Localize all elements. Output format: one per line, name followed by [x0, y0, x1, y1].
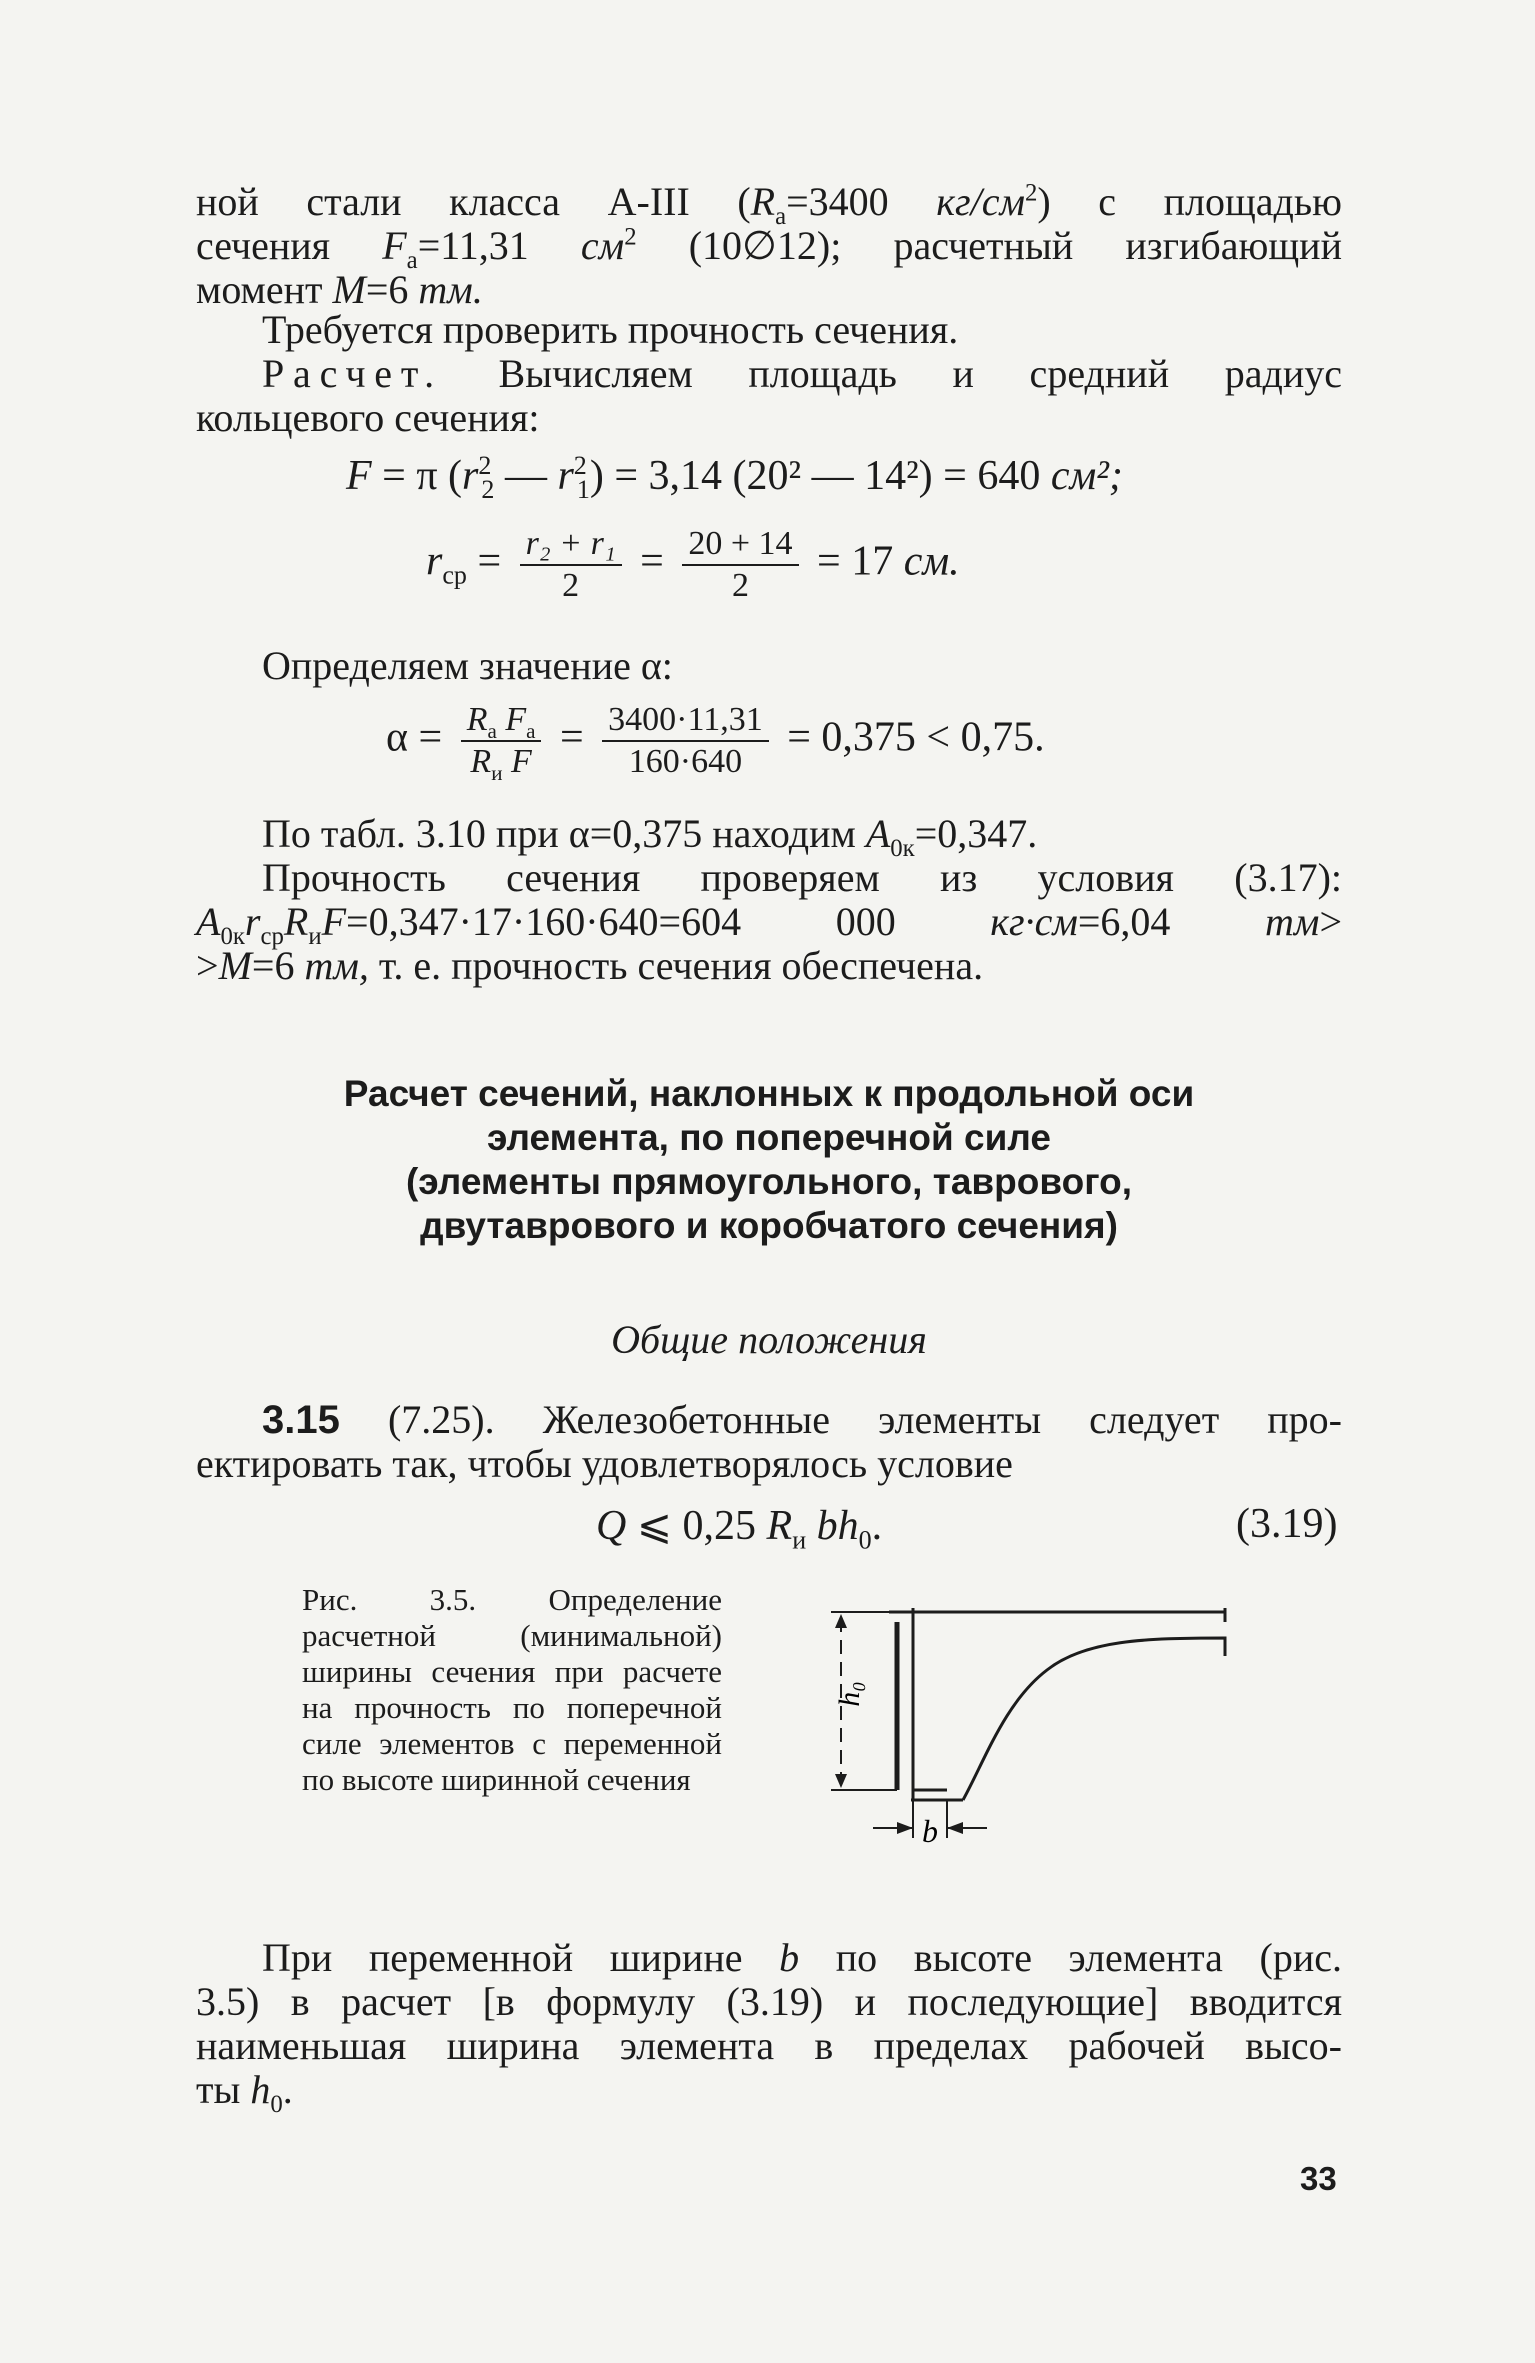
equation-3-19: Q ⩽ 0,25 $R_и$ $bh_0$.: [596, 1503, 883, 1555]
paragraph-table-lookup: По табл. 3.10 при α=0,375 находим $A_{0к}=0,347$.: [262, 811, 1038, 862]
section-heading: Расчет сечений, наклонных к продольной оси элемента, по поперечной силе (элементы прямоугольного, таврового, двутаврового и коробчатого сечения): [343, 1073, 1195, 1246]
fraction-radius: $\frac{\text{r₂ + r₁}}{2}$: [520, 526, 622, 603]
paragraph-strength-check-2: $A_{0к}r_{ср}R_иF=0,347\cdot 17\cdot 160\cdot 640=604$ 000 кг·см=6,04 тм>: [196, 899, 1342, 950]
paragraph-calculation-intro-2: кольцевого сечения:: [196, 395, 540, 440]
paragraph-variable-width-3: наименьшая ширина элемента в пределах рабочей высо-: [196, 2023, 1342, 2068]
label-b: b: [922, 1813, 938, 1849]
paragraph-strength-check-3: >M=6 тм, т. е. прочность сечения обеспечена.: [196, 943, 984, 988]
subsection-heading: Общие положения: [611, 1317, 927, 1362]
paragraph-alpha: Определяем значение α:: [262, 643, 673, 688]
paragraph-calculation-intro: Расчет. Вычисляем площадь и средний радиус: [262, 351, 1342, 396]
equation-label: (3.19): [1236, 1501, 1338, 1547]
figure-3-5: [815, 1590, 1245, 1880]
paragraph-3-15-2: ектировать так, чтобы удовлетворялось условие: [196, 1441, 1013, 1486]
paragraph-strength-check: Прочность сечения проверяем из условия (3.17):: [262, 855, 1342, 900]
equation-alpha: α = $\frac{R_a F_a}{R_и F}$ = $\frac{3400\cdot 11,31}{160\cdot 640}$ = 0,375 < 0,75.: [386, 701, 1045, 785]
paragraph-steel-data: ной стали класса А-III ($R_a=3400$ $кг/см^2$) с площадью сечения $F_a=11,31$ $см^2$ (10∅12); расчетный изгибающий: [196, 179, 1342, 274]
paragraph-requirement: Требуется проверить прочность сечения.: [262, 307, 959, 352]
equation-mean-radius: $r_{ср}$ = $\frac{\text{r₂ + r₁}}{2}$ = $\frac{20 + 14}{2}$ = 17 см.: [426, 525, 960, 604]
label-h0: h₀: [833, 1681, 866, 1707]
paragraph-variable-width-2: 3.5) в расчет [в формулу (3.19) и последующие] вводится: [196, 1979, 1342, 2024]
paragraph-3-15: 3.15 (7.25). Железобетонные элементы следует про-: [262, 1397, 1342, 1442]
page-number: 33: [1300, 2160, 1337, 2197]
paragraph-variable-width: При переменной ширине b по высоте элемента (рис.: [262, 1935, 1342, 1980]
equation-area: F = π ($r^2_2$ — $r^2_1) = 3,14$ (20² — 14²) = 640 см²;: [346, 451, 1123, 505]
fraction-alpha: $\frac{R_a F_a}{R_и F}$: [461, 702, 542, 779]
paragraph-moment: момент M=6 тм.: [196, 267, 483, 312]
fraction-alpha-values: $\frac{3400\cdot 11,31}{160\cdot 640}$: [602, 702, 769, 779]
figure-caption: Рис. 3.5. Определение расчетной (минимальной) ширины сечения при расчете на прочность по поперечной силе элементов с переменной по высоте ширинной сечения: [302, 1582, 722, 1797]
fraction-radius-values: $\frac{20 + 14}{2}$: [682, 526, 798, 603]
paragraph-variable-width-4: ты $h_0$.: [196, 2067, 293, 2118]
